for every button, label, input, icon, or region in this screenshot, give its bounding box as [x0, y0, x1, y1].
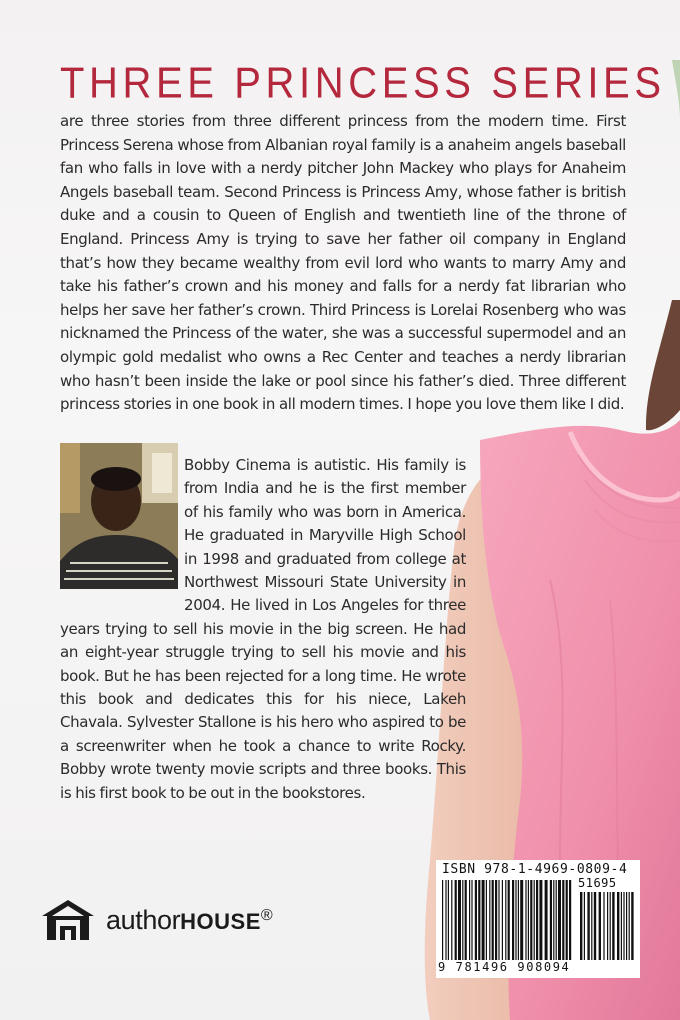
- barcode-bar: [515, 880, 516, 960]
- addon-bar: [587, 892, 589, 960]
- barcode-bar: [442, 880, 443, 960]
- addon-bar: [603, 892, 604, 960]
- addon-bar: [631, 892, 633, 960]
- barcode-bar: [539, 880, 542, 960]
- barcode-bar: [475, 880, 477, 960]
- addon-bar: [591, 892, 592, 960]
- barcode-bar: [495, 880, 497, 960]
- author-bio: [60, 454, 466, 805]
- addon-bar: [610, 892, 611, 960]
- addon-bar: [584, 892, 585, 960]
- barcode-bar: [556, 880, 557, 960]
- addon-bar: [599, 892, 601, 960]
- photo-spacer: [60, 454, 184, 596]
- barcode-bar: [492, 880, 494, 960]
- barcode-bar: [558, 880, 561, 960]
- addon-bar: [607, 892, 608, 960]
- barcode-bar: [502, 880, 503, 960]
- addon-bar: [617, 892, 619, 960]
- publisher-name-suffix: HOUSE: [180, 908, 261, 934]
- addon-bar: [629, 892, 630, 960]
- barcode-bar: [566, 880, 568, 960]
- author-bio-text: Bobby Cinema is autistic. His family is from India and he is the first member of his family who was born in America. He graduated in Maryville High School in 1998 and graduated from college at Northwest Missouri State University in 2004. He lived in Los Angeles for three years trying to sell his movie in the big screen. He had an eight-year struggle trying to sell his movie and his book. But he has been rejected for a long time. He wrote this book and dedicates this for his niece, Lakeh Chavala. Sylvester Stallone is his hero who aspired to be a screenwriter when he took a chance to write Rocky. Bobby wrote twenty movie scripts and three books. This is his first book to be out in the bookstores.: [60, 456, 466, 802]
- barcode-bar: [451, 880, 452, 960]
- addon-bar: [623, 892, 624, 960]
- barcode-bar: [553, 880, 554, 960]
- barcode-bar: [455, 880, 457, 960]
- barcode-bar: [528, 880, 529, 960]
- barcode-bar: [448, 880, 449, 960]
- barcode-bar: [458, 880, 461, 960]
- barcode-bar: [505, 880, 506, 960]
- addon-bar: [626, 892, 627, 960]
- publisher-name-prefix: author: [106, 904, 181, 935]
- barcode-bar: [525, 880, 526, 960]
- isbn-label: ISBN 978-1-4969-0809-4: [442, 862, 628, 877]
- barcode-bar: [508, 880, 510, 960]
- barcode-bar: [489, 880, 490, 960]
- publisher-name: [106, 905, 272, 936]
- barcode-bar: [498, 880, 499, 960]
- barcode-bar: [518, 880, 519, 960]
- barcode-bar: [530, 880, 532, 960]
- addon-bar: [612, 892, 614, 960]
- barcode-bar: [482, 880, 485, 960]
- barcode-bar: [545, 880, 548, 960]
- authorhouse-icon: [40, 898, 96, 942]
- barcode-bar: [471, 880, 472, 960]
- barcode-bar: [520, 880, 523, 960]
- barcode-bar: [534, 880, 535, 960]
- barcode-bar: [486, 880, 487, 960]
- barcode-bar: [562, 880, 564, 960]
- barcode-bar: [569, 880, 571, 960]
- publisher-logo: [40, 897, 272, 943]
- barcode-bar: [469, 880, 470, 960]
- book-blurb: are three stories from three different princess from the modern time. First Princess Serena whose from Albanian royal family is a anaheim angels baseball fan who falls in love with a nerdy pitcher John Mackey who plays for Anaheim Angels baseball team. Second Princess is Princess Amy, whose father is british duke and a cousin to Queen of English and twentieth line of the throne of England. Princess Amy is trying to save her father oil company in England that’s how they became wealthy from evil lord who wants to marry Amy and take his father’s crown and his money and falls for a nerdy fat librarian who helps her save her father’s crown. Third Princess is Lorelai Rosenberg who was nicknamed the Princess of the water, she was a successful supermodel and an olympic gold medalist who owns a Rec Center and teaches a nerdy librarian who hasn’t been inside the lake or pool since his father’s died. Three different princess stories in one book in all modern times. I hope you love them like I did.: [60, 112, 626, 414]
- barcode-bar: [445, 880, 446, 960]
- price-addon-code: 51695: [578, 876, 617, 890]
- barcode-bar: [478, 880, 480, 960]
- addon-bar: [580, 892, 582, 960]
- addon-bar: [621, 892, 622, 960]
- ean-number: 9 781496 908094: [438, 960, 571, 974]
- barcode-bar: [462, 880, 463, 960]
- book-title: THREE PRINCESS SERIES: [60, 59, 666, 108]
- barcode-bar: [512, 880, 514, 960]
- registered-mark: ®: [260, 906, 273, 924]
- addon-bar: [594, 892, 596, 960]
- barcode-bar: [465, 880, 467, 960]
- barcode-bar: [536, 880, 538, 960]
- barcode-bar: [550, 880, 552, 960]
